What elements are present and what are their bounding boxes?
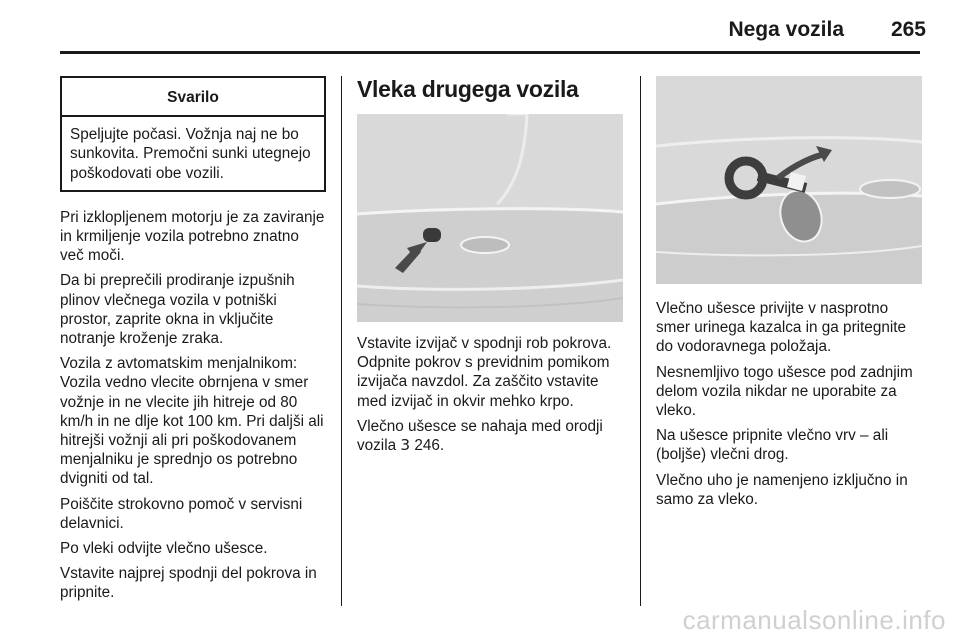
- paragraph: Vozila z avtomatskim menjalnikom: Vozila vedno vlecite obrnjena v smer vožnje in ne vlecite jih hitreje od 80 km/h in ne dlje kot 100 km. Pri daljši ali hitrejši vožnji ali pri poškodovanem menjalniku je sprednjo os potrebno dvigniti od tal.: [60, 355, 324, 488]
- watermark: carmanualsonline.info: [682, 605, 946, 635]
- page-number: 265: [890, 18, 926, 41]
- reference-text: Vlečno ušesce se nahaja med orodji vozila: [357, 417, 603, 455]
- paragraph: Vlečno ušesce privijte v nasprotno smer urinega kazalca in ga pritegnite do vodoravnega položaja.: [656, 300, 906, 356]
- paragraph: Vstavite izvijač v spodnji rob pokrova. Odpnite pokrov s previdnim pomikom izvijača navzdol. Za zaščito vstavite med izvijač in okvir mehko krpo.: [357, 335, 612, 410]
- column-divider: [341, 76, 342, 606]
- column-divider: [640, 76, 641, 606]
- warning-text: Speljujte počasi. Vožnja naj ne bo sunkovita. Premočni sunki utegnejo poškodovati obe vozili.: [70, 126, 311, 182]
- towing-eye-illustration: [656, 76, 922, 284]
- page-reference-icon: 3: [400, 436, 411, 455]
- reference-page: 246.: [414, 437, 445, 455]
- bumper-cover-illustration: [357, 114, 623, 322]
- header-rule: [60, 51, 920, 54]
- paragraph: Poiščite strokovno pomoč v servisni delavnici.: [60, 495, 303, 532]
- section-title: Nega vozila: [728, 18, 844, 41]
- paragraph: Na ušesce pripnite vlečno vrv – ali (boljše) vlečni drog.: [656, 427, 889, 464]
- column-right: [656, 76, 924, 515]
- paragraph: Vstavite najprej spodnji del pokrova in pripnite.: [60, 565, 317, 602]
- paragraph: Vlečno uho je namenjeno izključno in samo za vleko.: [656, 471, 908, 508]
- column-middle: [357, 76, 625, 461]
- cross-reference: [357, 417, 625, 455]
- warning-title: Svarilo: [62, 78, 324, 117]
- paragraph: Nesnemljivo togo ušesce pod zadnjim delom vozila nikdar ne uporabite za vleko.: [656, 363, 913, 420]
- paragraph: Da bi preprečili prodiranje izpušnih plinov vlečnega vozila v potniški prostor, zaprite okna in vključite notranje kroženje zraka.: [60, 272, 295, 348]
- column-left: [60, 76, 326, 609]
- warning-box: [60, 76, 326, 192]
- section-heading: Vleka drugega vozila: [357, 76, 579, 102]
- paragraph: Pri izklopljenem motorju je za zaviranje in krmiljenje vozila potrebno znatno več moči.: [60, 208, 325, 265]
- paragraph: Po vleki odvijte vlečno ušesce.: [60, 540, 268, 558]
